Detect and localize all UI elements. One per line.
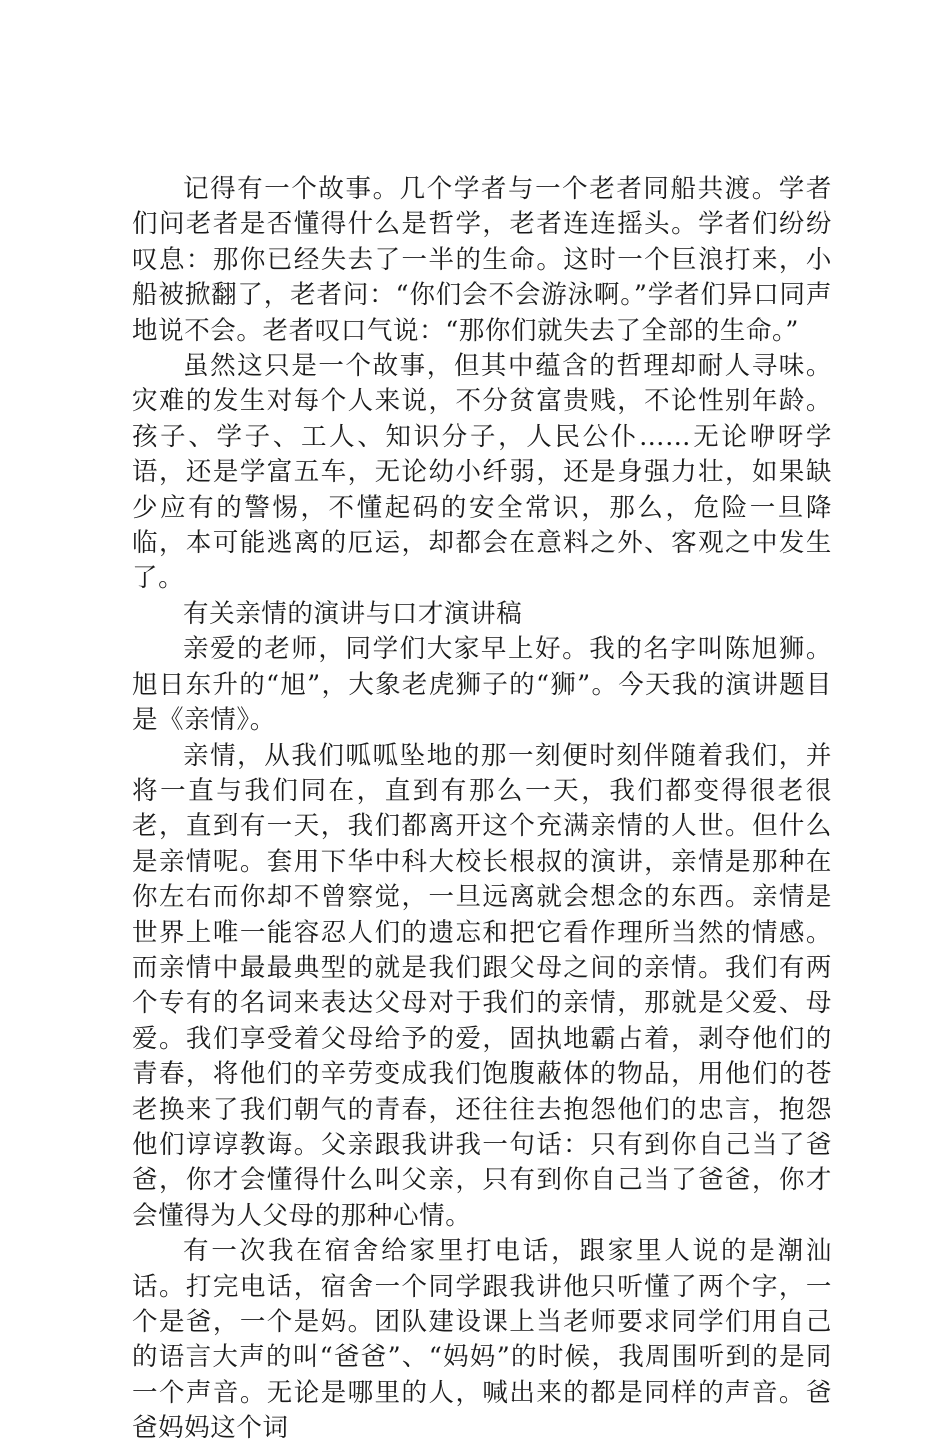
paragraph-greeting: 亲爱的老师，同学们大家早上好。我的名字叫陈旭狮。旭日东升的“旭”，大象老虎狮子的“狮”。今天我的演讲题目是《亲情》。 — [132, 634, 832, 736]
paragraph-story: 记得有一个故事。几个学者与一个老者同船共渡。学者们问老者是否懂得什么是哲学，老者连连摇头。学者们纷纷叹息：那你已经失去了一半的生命。这时一个巨浪打来，小船被掀翻了，老者问：“你们会不会游泳啊。”学者们异口同声地说不会。老者叹口气说：“那你们就失去了全部的生命。” — [132, 174, 832, 346]
section-title: 有关亲情的演讲与口才演讲稿 — [183, 598, 523, 629]
paragraph-phone-call: 有一次我在宿舍给家里打电话，跟家里人说的是潮汕话。打完电话，宿舍一个同学跟我讲他只听懂了两个字，一个是爸，一个是妈。团队建设课上当老师要求同学们用自己的语言大声的叫“爸爸”、“妈妈”的时候，我周围听到的是同一个声音。无论是哪里的人，喊出来的都是同样的声音。爸爸妈妈这个词 — [132, 1236, 832, 1444]
paragraph-reflection: 虽然这只是一个故事，但其中蕴含的哲理却耐人寻味。灾难的发生对每个人来说，不分贫富贵贱，不论性别年龄。孩子、学子、工人、知识分子，人民公仆……无论咿呀学语，还是学富五车，无论幼小纤弱，还是身强力壮，如果缺少应有的警惕，不懂起码的安全常识，那么，危险一旦降临，本可能逃离的厄运，却都会在意料之外、客观之中发生了。 — [132, 351, 832, 594]
paragraph-family-love: 亲情，从我们呱呱坠地的那一刻便时刻伴随着我们，并将一直与我们同在，直到有那么一天，我们都变得很老很老，直到有一天，我们都离开这个充满亲情的人世。但什么是亲情呢。套用下华中科大校长根叔的演讲，亲情是那种在你左右而你却不曾察觉，一旦远离就会想念的东西。亲情是世界上唯一能容忍人们的遗忘和把它看作理所当然的情感。而亲情中最最典型的就是我们跟父母之间的亲情。我们有两个专有的名词来表达父母对于我们的亲情，那就是父爱、母爱。我们享受着父母给予的爱，固执地霸占着，剥夺他们的青春，将他们的辛劳变成我们饱腹蔽体的物品，用他们的苍老换来了我们朝气的青春，还往往去抱怨他们的忠言，抱怨他们谆谆教诲。父亲跟我讲我一句话：只有到你自己当了爸爸，你才会懂得什么叫父亲，只有到你自己当了爸爸，你才会懂得为人父母的那种心情。 — [132, 740, 832, 1231]
document-body — [132, 172, 832, 1447]
